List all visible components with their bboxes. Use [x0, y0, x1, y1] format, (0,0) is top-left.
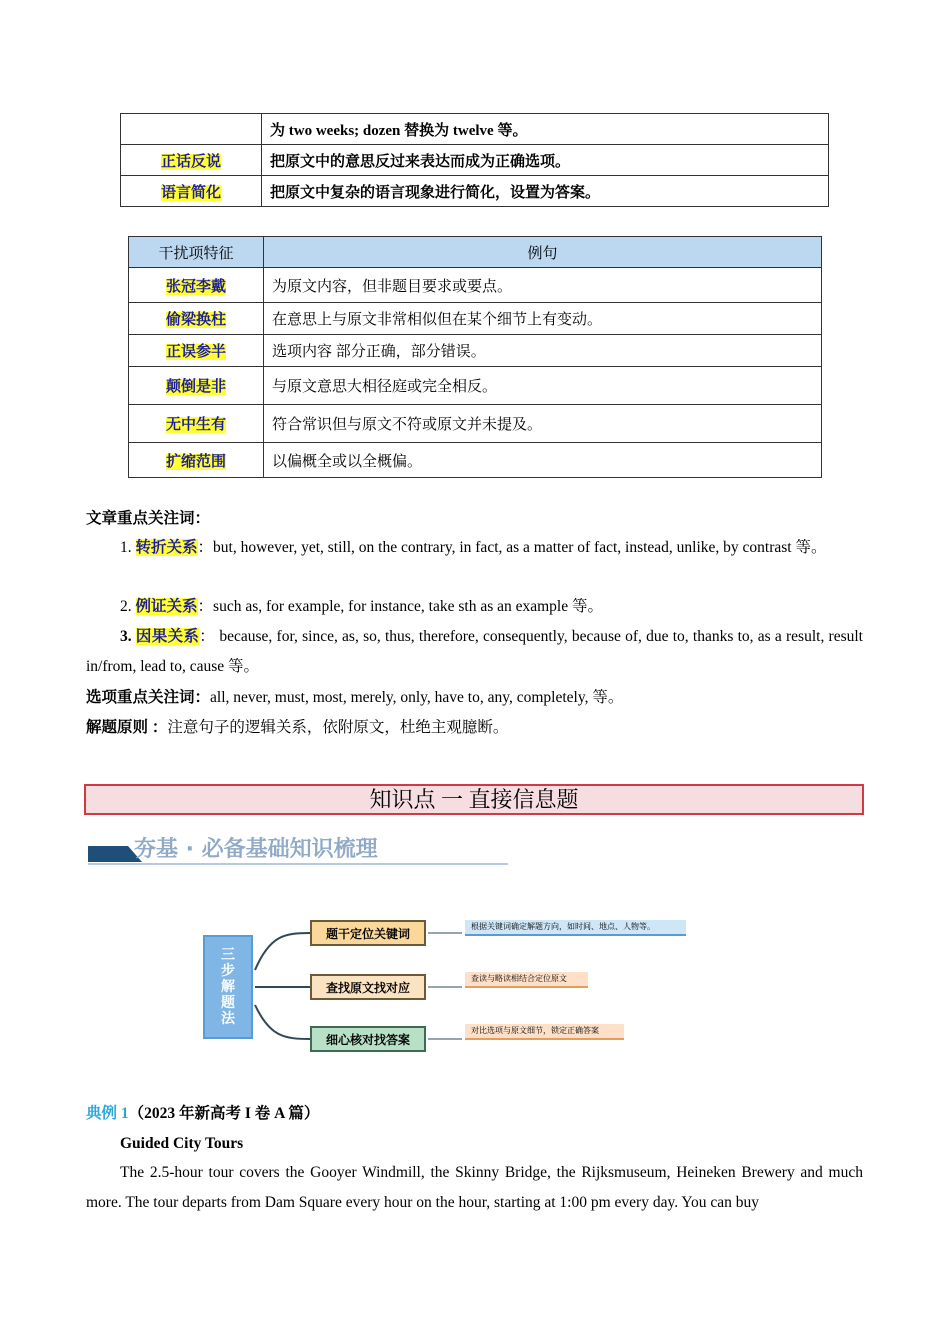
table-cell-text: 为原文内容，但非题目要求或要点。: [264, 268, 822, 303]
table-row: [129, 443, 822, 478]
subheading-bar-icon: [88, 846, 128, 862]
table-header-feature: 干扰项特征: [129, 237, 264, 268]
table-cell-text: 符合常识但与原文不符或原文并未提及。: [264, 405, 822, 443]
table-cell-text: 选项内容 部分正确，部分错误。: [264, 335, 822, 367]
table-cell-text: 与原文意思大相径庭或完全相反。: [264, 367, 822, 405]
table-cell-label: 张冠李戴: [129, 268, 264, 303]
three-step-diagram: [200, 915, 690, 1065]
table-cell-text: 为 two weeks; dozen 替换为 twelve 等。: [262, 114, 829, 145]
diagram-connectors: [200, 915, 690, 1065]
table-cell-text: 在意思上与原文非常相似但在某个细节上有变动。: [264, 303, 822, 335]
table-header-example: 例句: [264, 237, 822, 268]
passage-title: Guided City Tours: [120, 1135, 244, 1152]
subheading-text: 夯基 · 必备基础知识梳理: [134, 837, 378, 862]
step-note-2: 查读与略读相结合定位原文: [465, 972, 588, 988]
keywords-item-1: 1. 转折关系：but, however, yet, still, on the contrary, in fact, as a matter of fact, instead, unlike, by contrast 等。: [120, 539, 827, 556]
replacement-table: [120, 113, 829, 207]
section-subheading: [88, 830, 508, 866]
table-row: [129, 303, 822, 335]
knowledge-point-banner: 知识点 一 直接信息题: [84, 784, 864, 815]
table-row: [121, 176, 829, 207]
table-cell-label: 正误参半: [129, 335, 264, 367]
table-cell-label: 偷梁换柱: [129, 303, 264, 335]
table-cell-text: 把原文中的意思反过来表达而成为正确选项。: [262, 145, 829, 176]
table-cell-label: 无中生有: [129, 405, 264, 443]
table-header-row: [129, 237, 822, 268]
table-row: [129, 405, 822, 443]
table-cell-label: 颠倒是非: [129, 367, 264, 405]
subheading-underline: [88, 863, 508, 865]
distractor-table: [128, 236, 822, 478]
table-cell-text: 以偏概全或以全概偏。: [264, 443, 822, 478]
keywords-item-3: 3. 因果关系： because, for, since, as, so, thus, therefore, consequently, because of, due to, thanks to, as a result, result in/from, lead to, cause 等。: [86, 628, 863, 675]
table-row: [129, 268, 822, 303]
passage-body: The 2.5-hour tour covers the Gooyer Windmill, the Skinny Bridge, the Rijksmuseum, Heineken Brewery and much more. The tour departs from Dam Square every hour on the hour, starting at 1:00 pm every day. You can buy: [86, 1164, 863, 1211]
table-cell-label: 扩缩范围: [129, 443, 264, 478]
step-note-3: 对比选项与原文细节，锁定正确答案: [465, 1024, 624, 1040]
step-box-1: 题干定位关键词: [310, 920, 426, 946]
table-row: [121, 145, 829, 176]
step-box-3: 细心核对找答案: [310, 1026, 426, 1052]
table-cell-label: 正话反说: [121, 145, 262, 176]
table-row: [129, 367, 822, 405]
example-heading: 典例 1（2023 年新高考 I 卷 A 篇）: [86, 1105, 320, 1122]
keywords-item-2: 2. 例证关系：such as, for example, for instance, take sth as an example 等。: [120, 598, 603, 615]
keywords-heading: 文章重点关注词：: [86, 510, 211, 527]
table-cell-label: 语言简化: [121, 176, 262, 207]
table-row: [129, 335, 822, 367]
table-cell-label: [121, 114, 262, 145]
step-box-2: 查找原文找对应: [310, 974, 426, 1000]
diagram-center-box: 三步解题法: [203, 935, 253, 1039]
step-note-1: 根据关键词确定解题方向，如时间、地点、人物等。: [465, 920, 686, 936]
table-row: [121, 114, 829, 145]
solving-principle: 解题原则 ：注意句子的逻辑关系，依附原文，杜绝主观臆断。: [86, 719, 509, 736]
options-keywords: 选项重点关注词：all, never, must, most, merely, only, have to, any, completely, 等。: [86, 689, 624, 706]
table-cell-text: 把原文中复杂的语言现象进行简化，设置为答案。: [262, 176, 829, 207]
